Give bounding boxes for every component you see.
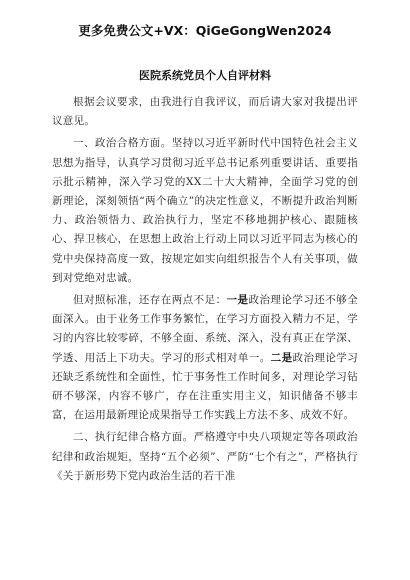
intro-paragraph: 根据会议要求，由我进行自我评议，而后请大家对我提出评议意见。 xyxy=(52,96,358,128)
promo-banner: 更多免费公文+VX：QiGeGongWen2024 xyxy=(78,23,332,38)
shortfall-lead: 但对照标准，还存在两点不足： xyxy=(73,294,227,307)
shortfall-paragraph xyxy=(52,291,358,425)
political-qualification-paragraph: 一、政治合格方面。坚持以习近平新时代中国特色社会主义思想为指导，认真学习贯彻习近平总书记系列重要讲话、重要指示批示精神，深入学习党的XX二十大大精神，全面学习党的创新理论，深刻领悟“两个确立”的决定性意义，不断提升政治判断力、政治领悟力、政治执行力，坚定不移地拥护核心、跟随核心、捍卫核心，在思想上政治上行动上同以习近平同志为核心的党中央保持高度一致，按规定如实向组织报告个人有关事项，做到对党绝对忠诚。 xyxy=(52,137,358,284)
second-point-text: 政治理论学习还缺乏系统性和全面性，忙于事务性工作时间多，对理论学习钻研不够深，内容不够广，存在注重实用主义，知识储备不够丰富，在运用最新理论成果指导工作实践上方法不多、成效不好。 xyxy=(52,351,358,422)
second-point-marker: 二是 xyxy=(270,351,293,364)
discipline-paragraph: 二、执行纪律合格方面。严格遵守中央八项规定等各项政治纪律和政治规矩，坚持“五个必须”、严防“七个有之”，严格执行《关于新形势下党内政治生活的若干准 xyxy=(52,431,358,482)
first-point-marker: 一是 xyxy=(226,294,249,307)
first-point-text: 政治理论学习还不够全面深入。由于业务工作事务繁忙，在学习方面投入精力不足，学习的内容比较零碎，不够全面、系统、深入，没有真正在学深、学透、用活上下功夫。学习的形式相对单一。 xyxy=(52,294,358,364)
document-title: 医院系统党员个人自评材料 xyxy=(139,69,271,82)
